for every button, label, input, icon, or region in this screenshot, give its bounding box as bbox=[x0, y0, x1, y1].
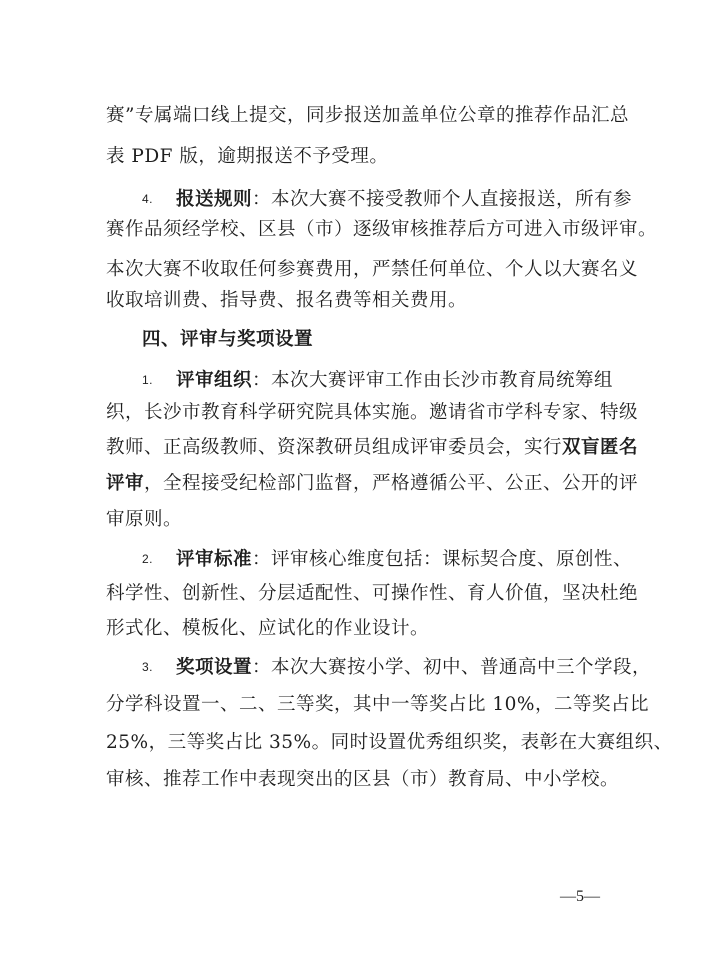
item-term: 评审组织 bbox=[176, 370, 253, 391]
item-term: 报送规则 bbox=[176, 189, 253, 210]
item-text: ：本次大赛评审工作由长沙市教育局统筹组 bbox=[252, 370, 614, 391]
bold-term: 双盲匿名 bbox=[562, 437, 639, 458]
text-line: 审原则。 bbox=[106, 509, 183, 530]
section-heading: 四、评审与奖项设置 bbox=[142, 329, 314, 350]
text-line: 赛”专属端口线上提交，同步报送加盖单位公章的推荐作品汇总 bbox=[106, 105, 629, 126]
paragraph-item-1 bbox=[142, 367, 626, 394]
text-line: 审核、推荐工作中表现突出的区县（市）教育局、中小学校。 bbox=[106, 769, 620, 790]
item-term: 奖项设置 bbox=[176, 657, 253, 678]
text-line: 表 PDF 版，逾期报送不予受理。 bbox=[106, 146, 389, 167]
text-line: 科学性、创新性、分层适配性、可操作性、育人价值，坚决杜绝 bbox=[106, 583, 639, 604]
text-segment: 教师、正高级教师、资深教研员组成评审委员会，实行 bbox=[106, 437, 563, 458]
paragraph-item-3 bbox=[142, 654, 652, 681]
item-number: 4. bbox=[142, 192, 154, 206]
text-line: 25%，三等奖占比 35%。同时设置优秀组织奖，表彰在大赛组织、 bbox=[106, 732, 673, 753]
item-number: 2. bbox=[142, 552, 154, 566]
text-line: 织，长沙市教育科学研究院具体实施。邀请省市学科专家、特级 bbox=[106, 402, 639, 423]
item-text: ：本次大赛不接受教师个人直接报送，所有参 bbox=[252, 189, 633, 210]
text-line: 赛作品须经学校、区县（市）逐级审核推荐后方可进入市级评审。 bbox=[106, 219, 658, 240]
item-number: 3. bbox=[142, 660, 154, 674]
text-line: 分学科设置一、二、三等奖，其中一等奖占比 10%，二等奖占比 bbox=[106, 694, 650, 715]
text-line: 本次大赛不收取任何参赛费用，严禁任何单位、个人以大赛名义 bbox=[106, 259, 639, 280]
bold-term: 评审 bbox=[106, 473, 145, 494]
text-line: 形式化、模板化、应试化的作业设计。 bbox=[106, 618, 430, 639]
paragraph-item-2 bbox=[142, 546, 633, 573]
text-line bbox=[106, 471, 639, 497]
paragraph-item-4 bbox=[142, 186, 633, 213]
text-line: 收取培训费、指导费、报名费等相关费用。 bbox=[106, 290, 468, 311]
text-line bbox=[106, 435, 639, 461]
item-term: 评审标准 bbox=[176, 549, 253, 570]
item-text: ：本次大赛按小学、初中、普通高中三个学段， bbox=[252, 657, 652, 678]
item-number: 1. bbox=[142, 373, 154, 387]
text-segment: ，全程接受纪检部门监督，严格遵循公平、公正、公开的评 bbox=[144, 473, 639, 494]
item-text: ：评审核心维度包括：课标契合度、原创性、 bbox=[252, 549, 633, 570]
page-number: —5— bbox=[560, 888, 600, 905]
